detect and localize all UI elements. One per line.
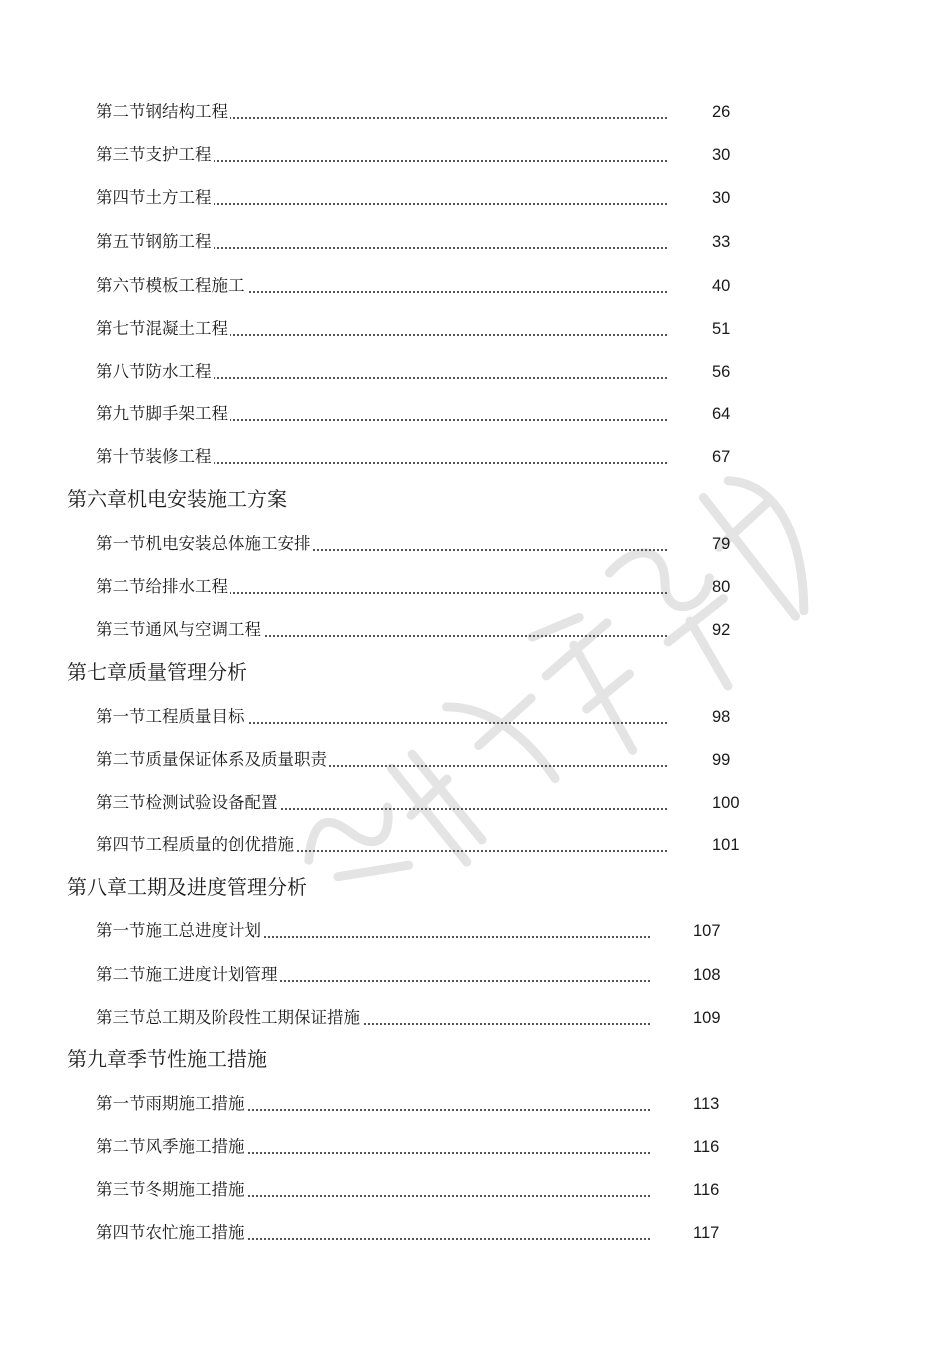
section-title: 第一节施工总进度计划 xyxy=(96,916,263,946)
page-number: 33 xyxy=(712,233,731,251)
section-title: 第一节机电安装总体施工安排 xyxy=(96,529,313,559)
page-number: 98 xyxy=(712,708,731,726)
toc-entry xyxy=(0,916,950,946)
chapter-heading: 第九章季节性施工措施 xyxy=(67,1047,267,1071)
toc-entry xyxy=(0,97,950,127)
section-title: 第三节检测试验设备配置 xyxy=(96,788,280,818)
section-title: 第二节风季施工措施 xyxy=(96,1132,247,1162)
toc-entry xyxy=(0,183,950,213)
chapter-heading: 第七章质量管理分析 xyxy=(67,660,247,684)
section-title: 第三节冬期施工措施 xyxy=(96,1175,247,1205)
section-title: 第四节土方工程 xyxy=(96,183,214,213)
toc-entry xyxy=(0,227,950,257)
page-number: 51 xyxy=(712,320,731,338)
toc-entry xyxy=(0,745,950,775)
section-title: 第二节钢结构工程 xyxy=(96,97,230,127)
page-number: 117 xyxy=(693,1224,720,1242)
page-number: 56 xyxy=(712,363,731,381)
section-title: 第三节支护工程 xyxy=(96,140,214,170)
section-title: 第二节质量保证体系及质量职责 xyxy=(96,745,329,775)
toc-entry xyxy=(0,442,950,472)
toc-entry xyxy=(0,1003,950,1033)
section-title: 第二节给排水工程 xyxy=(96,572,230,602)
section-title: 第四节工程质量的创优措施 xyxy=(96,830,296,860)
toc-entry xyxy=(0,1089,950,1119)
section-title: 第一节雨期施工措施 xyxy=(96,1089,247,1119)
page-number: 100 xyxy=(712,794,740,812)
page-number: 80 xyxy=(712,578,731,596)
toc-entry xyxy=(0,960,950,990)
chapter-heading: 第八章工期及进度管理分析 xyxy=(67,875,307,899)
page-number: 108 xyxy=(693,966,721,984)
page-number: 113 xyxy=(693,1095,720,1113)
section-title: 第五节钢筋工程 xyxy=(96,227,214,257)
page-number: 101 xyxy=(712,836,740,854)
page-number: 116 xyxy=(693,1138,720,1156)
page-number: 67 xyxy=(712,448,731,466)
section-title: 第三节通风与空调工程 xyxy=(96,615,263,645)
toc-entry xyxy=(0,357,950,387)
section-title: 第七节混凝土工程 xyxy=(96,314,230,344)
section-title: 第八节防水工程 xyxy=(96,357,214,387)
section-title: 第四节农忙施工措施 xyxy=(96,1218,247,1248)
page-number: 30 xyxy=(712,189,731,207)
page-number: 116 xyxy=(693,1181,720,1199)
page-number: 92 xyxy=(712,621,731,639)
page-number: 26 xyxy=(712,103,731,121)
page-number: 79 xyxy=(712,535,731,553)
toc-entry xyxy=(0,399,950,429)
page-number: 109 xyxy=(693,1009,721,1027)
section-title: 第十节装修工程 xyxy=(96,442,214,472)
section-title: 第九节脚手架工程 xyxy=(96,399,230,429)
toc-entry xyxy=(0,140,950,170)
toc-entry xyxy=(0,314,950,344)
section-title: 第一节工程质量目标 xyxy=(96,702,247,732)
toc-entry xyxy=(0,529,950,559)
page-number: 99 xyxy=(712,751,731,769)
toc-entry xyxy=(0,572,950,602)
section-title: 第三节总工期及阶段性工期保证措施 xyxy=(96,1003,362,1033)
chapter-heading: 第六章机电安装施工方案 xyxy=(67,487,287,511)
toc-entry xyxy=(0,788,950,818)
toc-entry xyxy=(0,271,950,301)
toc-entry xyxy=(0,1218,950,1248)
page-number: 107 xyxy=(693,922,721,940)
page-number: 30 xyxy=(712,146,731,164)
page-number: 64 xyxy=(712,405,731,423)
page-number: 40 xyxy=(712,277,731,295)
toc-entry xyxy=(0,830,950,860)
section-title: 第六节模板工程施工 xyxy=(96,271,247,301)
toc-entry xyxy=(0,1175,950,1205)
toc-entry xyxy=(0,702,950,732)
toc-entry xyxy=(0,1132,950,1162)
toc-entry xyxy=(0,615,950,645)
section-title: 第二节施工进度计划管理 xyxy=(96,960,280,990)
